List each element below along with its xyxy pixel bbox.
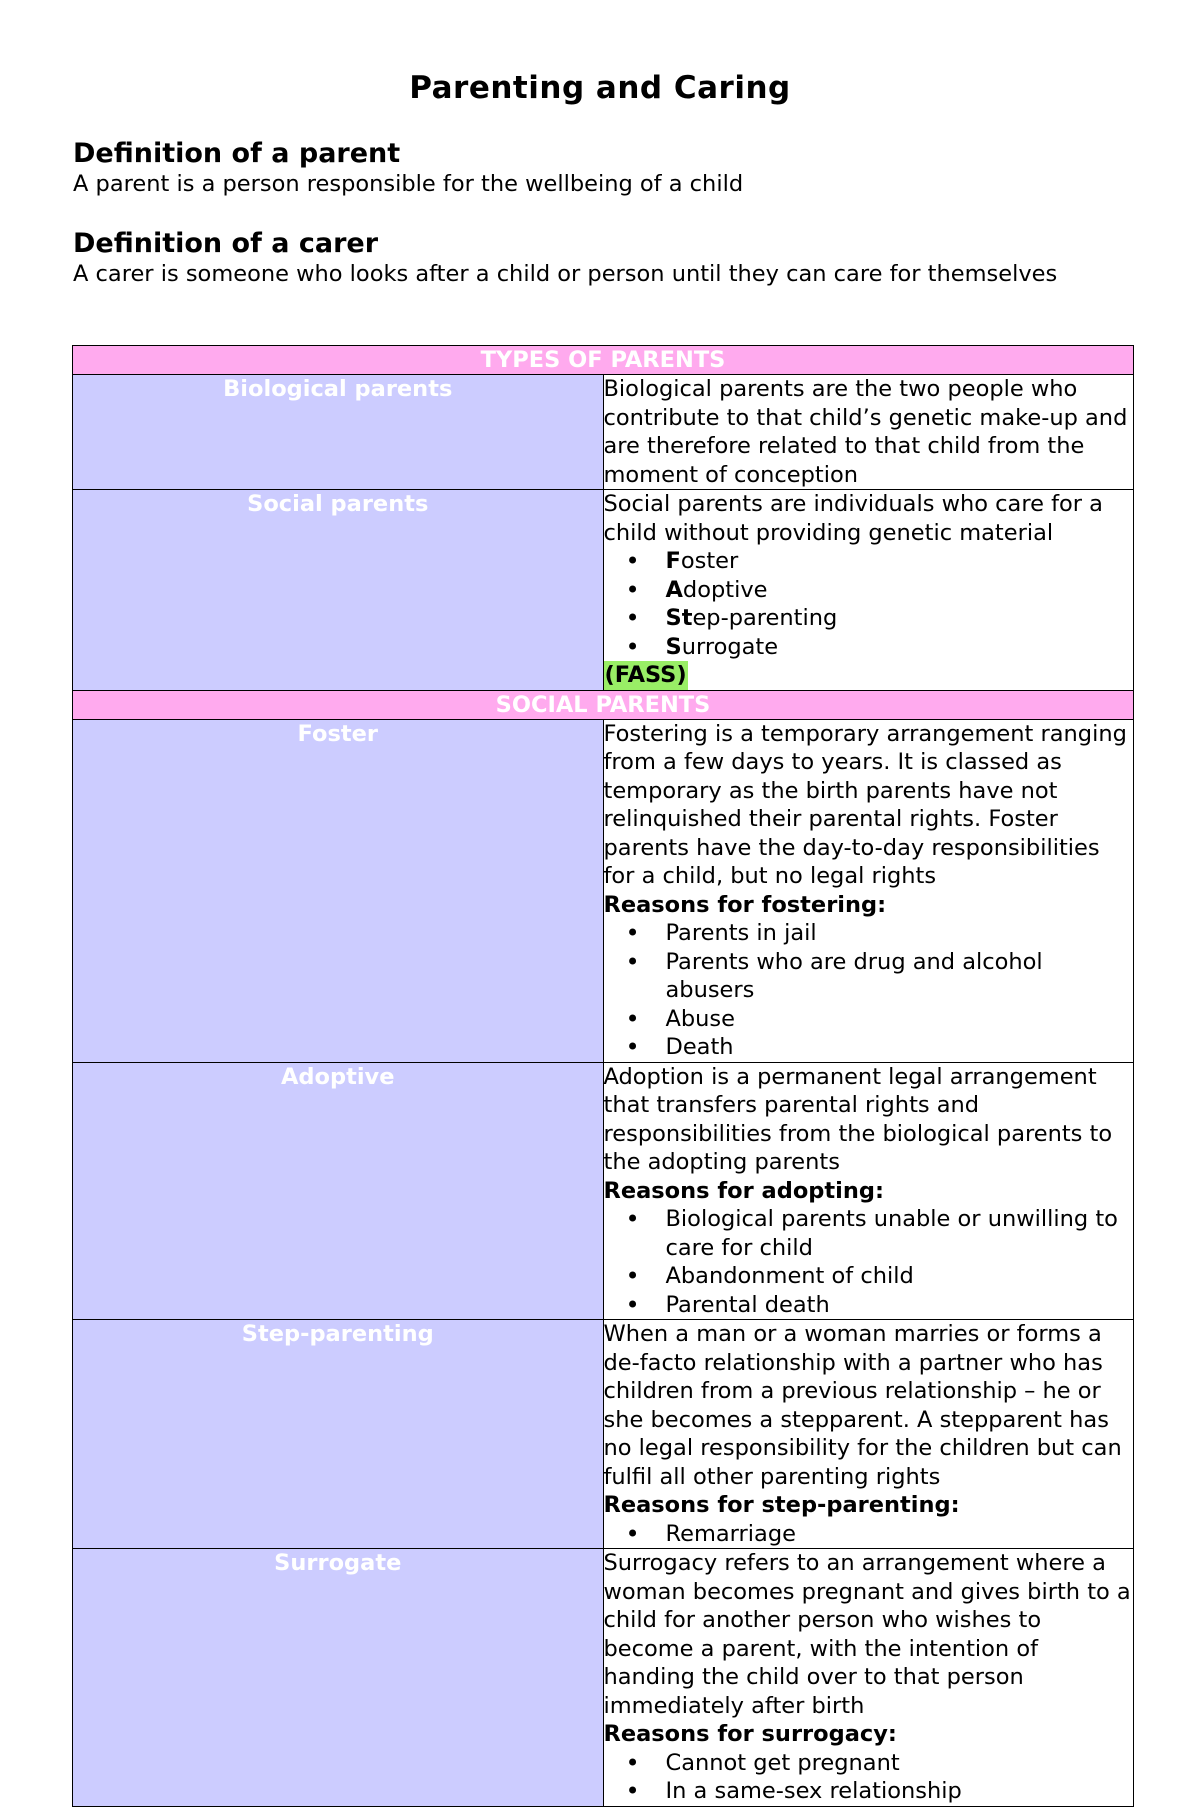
step-parenting-text: When a man or a woman marries or forms a de-facto relationship with a partner who has children from a previous relationship – he or she becomes a stepparent. A stepparent has no legal responsibility for the children but can fulfil all other parenting rights — [603, 1321, 1122, 1490]
list-item: • Cannot get pregnant — [666, 1749, 1134, 1778]
table-header-row — [73, 690, 1134, 719]
foster-reasons-list — [604, 919, 1134, 1062]
social-parents-label: Social parents — [73, 490, 604, 691]
list-item: • Death — [666, 1033, 1134, 1062]
foster-reasons-heading: Reasons for fostering: — [603, 891, 887, 918]
step-parenting-content — [603, 1320, 1134, 1549]
adoptive-reasons-heading: Reasons for adopting: — [603, 1177, 884, 1204]
list-item: • Surrogate — [666, 633, 1134, 662]
foster-label: Foster — [73, 719, 604, 1062]
surrogate-content — [603, 1549, 1134, 1807]
table-row — [73, 1062, 1134, 1320]
types-of-parents-header: TYPES OF PARENTS — [73, 346, 1134, 375]
types-of-parents-table — [72, 345, 1134, 1807]
biological-parents-text: Biological parents are the two people who contribute to that child’s genetic make-up and are therefore related to that child from the moment of conception — [603, 376, 1128, 488]
fass-mnemonic: (FASS) — [604, 662, 687, 688]
carer-definition — [73, 228, 1133, 288]
list-item: • Abuse — [666, 1005, 1134, 1034]
step-parenting-reasons-heading: Reasons for step-parenting: — [603, 1492, 960, 1518]
table-row — [73, 719, 1134, 1062]
list-item: • Parental death — [666, 1291, 1134, 1320]
social-parents-header: SOCIAL PARENTS — [73, 690, 1134, 719]
parent-definition-text: A parent is a person responsible for the wellbeing of a child — [73, 171, 744, 197]
list-item: • Parents in jail — [666, 919, 1134, 948]
list-item: • Biological parents unable or unwilling to care for child — [666, 1205, 1134, 1262]
surrogate-label: Surrogate — [73, 1549, 604, 1807]
step-parenting-reasons-list — [604, 1520, 1134, 1549]
page-title: Parenting and Caring — [409, 70, 791, 106]
social-parents-list — [604, 547, 1134, 661]
parent-definition-heading: Definition of a parent — [73, 138, 401, 169]
adoptive-content — [603, 1062, 1134, 1320]
table-row — [73, 490, 1134, 691]
step-parenting-label: Step-parenting — [73, 1320, 604, 1549]
social-parents-text: Social parents are individuals who care for a child without providing genetic material — [603, 491, 1103, 546]
list-item: • Remarriage — [666, 1520, 1134, 1549]
table-row — [73, 1320, 1134, 1549]
list-item: • Adoptive — [666, 576, 1134, 605]
biological-parents-label: Biological parents — [73, 375, 604, 490]
surrogate-reasons-heading: Reasons for surrogacy: — [603, 1721, 897, 1747]
surrogate-text: Surrogacy refers to an arrangement where a woman becomes pregnant and gives birth to a child for another person who wishes to become a parent, with the intention of handing the child over to that person immediately after birth — [603, 1550, 1131, 1719]
biological-parents-content — [603, 375, 1134, 490]
adoptive-label: Adoptive — [73, 1062, 604, 1320]
foster-content — [603, 719, 1134, 1062]
foster-text: Fostering is a temporary arrangement ranging from a few days to years. It is classed as temporary as the birth parents have not relinquished their parental rights. Foster parents have the day-to-day responsibilities for a child, but no legal rights — [603, 720, 1127, 889]
surrogate-reasons-list — [604, 1749, 1134, 1806]
adoptive-text: Adoption is a permanent legal arrangement that transfers parental rights and responsibilities from the biological parents to the adopting parents — [603, 1063, 1113, 1175]
table-row — [73, 375, 1134, 490]
social-parents-content — [603, 490, 1134, 691]
list-item: • Parents who are drug and alcohol abusers — [666, 948, 1134, 1005]
parent-definition — [73, 138, 1133, 198]
carer-definition-heading: Definition of a carer — [73, 228, 379, 259]
list-item: • Foster — [666, 547, 1134, 576]
adoptive-reasons-list — [604, 1205, 1134, 1319]
list-item: • In a same-sex relationship — [666, 1777, 1134, 1806]
list-item: • Step-parenting — [666, 604, 1134, 633]
table-row — [73, 1549, 1134, 1807]
table-header-row — [73, 346, 1134, 375]
list-item: • Abandonment of child — [666, 1262, 1134, 1291]
carer-definition-text: A carer is someone who looks after a child or person until they can care for themselves — [73, 261, 1058, 287]
